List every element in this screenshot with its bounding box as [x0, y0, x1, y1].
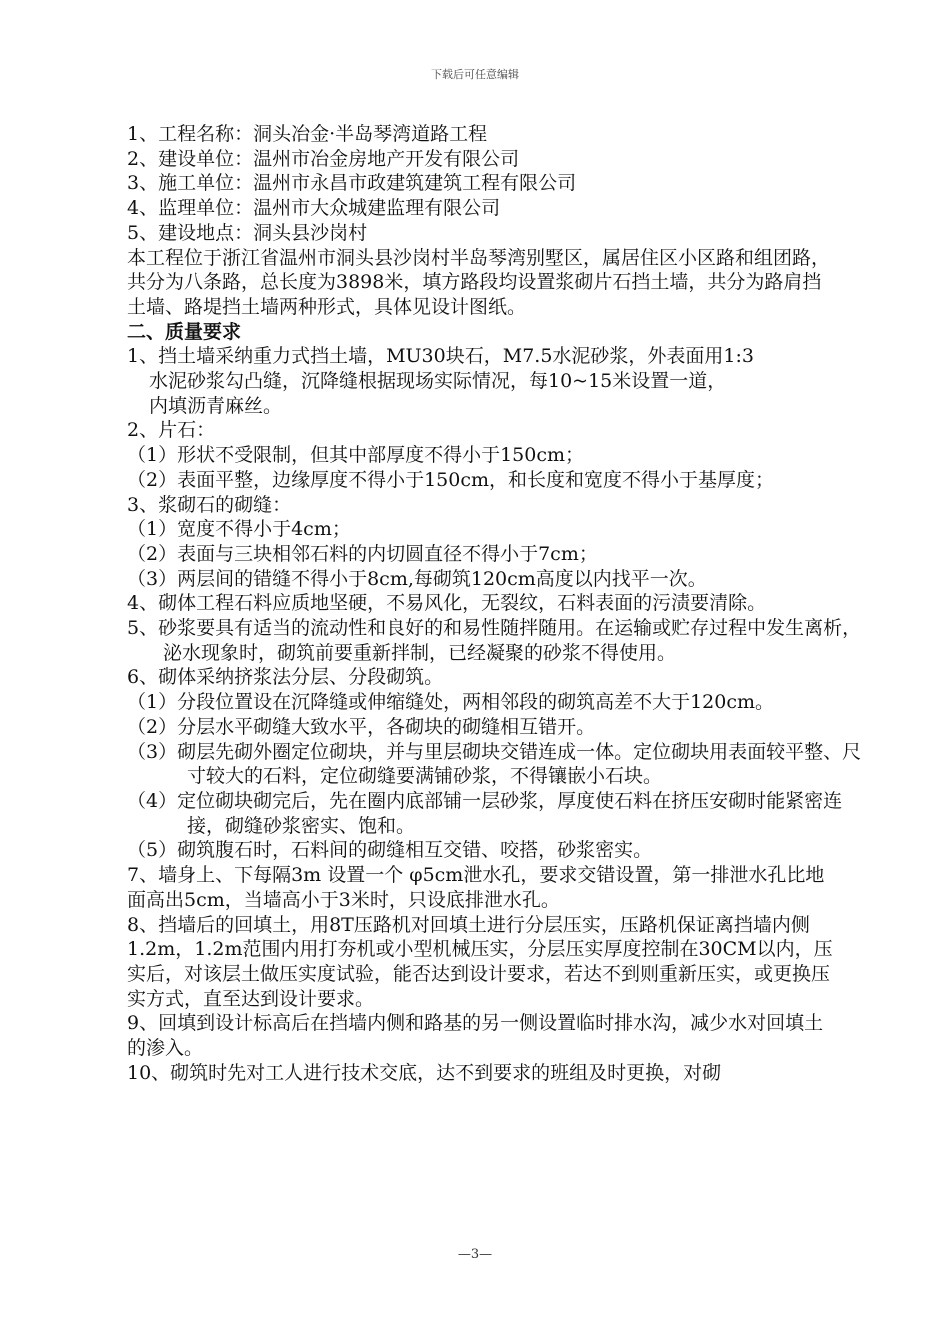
req-2-sub-1: （1）形状不受限制，但其中部厚度不得小于150cm；: [127, 444, 585, 467]
req-8: 8、挡墙后的回填土，用8T压路机对回填土进行分层压实，压路机保证离挡墙内侧1.2m，1.2m范围内用打夯机或小型机械压实，分层压实厚度控制在30CM以内，压实后，对该层土做压实度试验，能否达到设计要求，若达不到则重新压实，或更换压实方式，直至达到设计要求。: [127, 913, 833, 1010]
req-4: 4、砌体工程石料应质地坚硬，不易风化，无裂纹，石料表面的污渍要清除。: [127, 592, 767, 615]
req-1-line-2: 水泥砂浆勾凸缝，沉降缝根据现场实际情况，每10~15米设置一道，: [149, 370, 727, 393]
contractor-line: 3、施工单位：温州市永昌市政建筑建筑工程有限公司: [127, 172, 577, 195]
req-10: 10、砌筑时先对工人进行技术交底，达不到要求的班组及时更换，对砌: [127, 1061, 722, 1084]
req-2-sub-2: （2）表面平整，边缘厚度不得小于150cm，和长度和宽度不得小于基厚度；: [127, 468, 775, 491]
req-3-sub-2: （2）表面与三块相邻石料的内切圆直径不得小于7cm；: [127, 542, 598, 565]
builder-line: 2、建设单位：温州市冶金房地产开发有限公司: [127, 147, 520, 170]
req-6: 6、砌体采纳挤浆法分层、分段砌筑。: [127, 666, 444, 689]
req-7: 7、墙身上、下每隔3m 设置一个 φ5cm泄水孔，要求交错设置，第一排泄水孔比地面高出5cm，当墙高小于3米时，只设底排泄水孔。: [127, 864, 825, 911]
page-number: —3—: [457, 1247, 493, 1262]
document-body: [127, 122, 862, 1085]
req-1-line-3: 内填沥青麻丝。: [149, 394, 283, 417]
location-line: 5、建设地点：洞头县沙岗村: [127, 221, 368, 244]
req-6-sub-4: （4）定位砌块砌完后，先在圈内底部铺一层砂浆，厚度使石料在挤压安砌时能紧密连接，砌缝砂浆密实、饱和。: [127, 789, 843, 837]
req-6-sub-2: （2）分层水平砌缝大致水平，各砌块的砌缝相互错开。: [127, 715, 596, 738]
req-6-sub-1: （1）分段位置设在沉降缝或伸缩缝处，两相邻段的砌筑高差不大于120cm。: [127, 691, 775, 714]
req-5: 5、砂浆要具有适当的流动性和良好的和易性随拌随用。在运输或贮存过程中发生离析，泌水现象时，砌筑前要重新拌制，已经凝聚的砂浆不得使用。: [127, 617, 862, 664]
req-6-sub-3: （3）砌层先砌外圈定位砌块，并与里层砌块交错连成一体。定位砌块用表面较平整、尺寸较大的石料，定位砌缝要满铺砂浆，不得镶嵌小石块。: [127, 740, 862, 788]
req-1-line-1: 1、挡土墙采纳重力式挡土墙，MU30块石，M7.5水泥砂浆，外表面用1:3: [127, 345, 754, 368]
page-header: 下载后可任意编辑: [431, 68, 519, 81]
req-3-sub-3: （3）两层间的错缝不得小于8cm,每砌筑120cm高度以内找平一次。: [127, 567, 707, 590]
intro-paragraph: 本工程位于浙江省温州市洞头县沙岗村半岛琴湾别墅区，属居住区小区路和组团路，共分为八条路，总长度为3898米，填方路段均设置浆砌片石挡土墙，共分为路肩挡土墙、路堤挡土墙两种形式，具体见设计图纸。: [127, 246, 831, 318]
project-name-line: 1、工程名称：洞头冶金·半岛琴湾道路工程: [127, 123, 488, 145]
supervisor-line: 4、监理单位：温州市大众城建监理有限公司: [127, 197, 501, 220]
req-3: 3、浆砌石的砌缝：: [127, 493, 292, 516]
req-6-sub-5: （5）砌筑腹石时，石料间的砌缝相互交错、咬搭，砂浆密实。: [127, 839, 653, 862]
section-heading: 二、质量要求: [127, 320, 242, 343]
req-2: 2、片石：: [127, 419, 216, 442]
req-9: 9、回填到设计标高后在挡墙内侧和路基的另一侧设置临时排水沟，减少水对回填土的渗入。: [127, 1012, 824, 1060]
req-3-sub-1: （1）宽度不得小于4cm；: [127, 518, 351, 541]
